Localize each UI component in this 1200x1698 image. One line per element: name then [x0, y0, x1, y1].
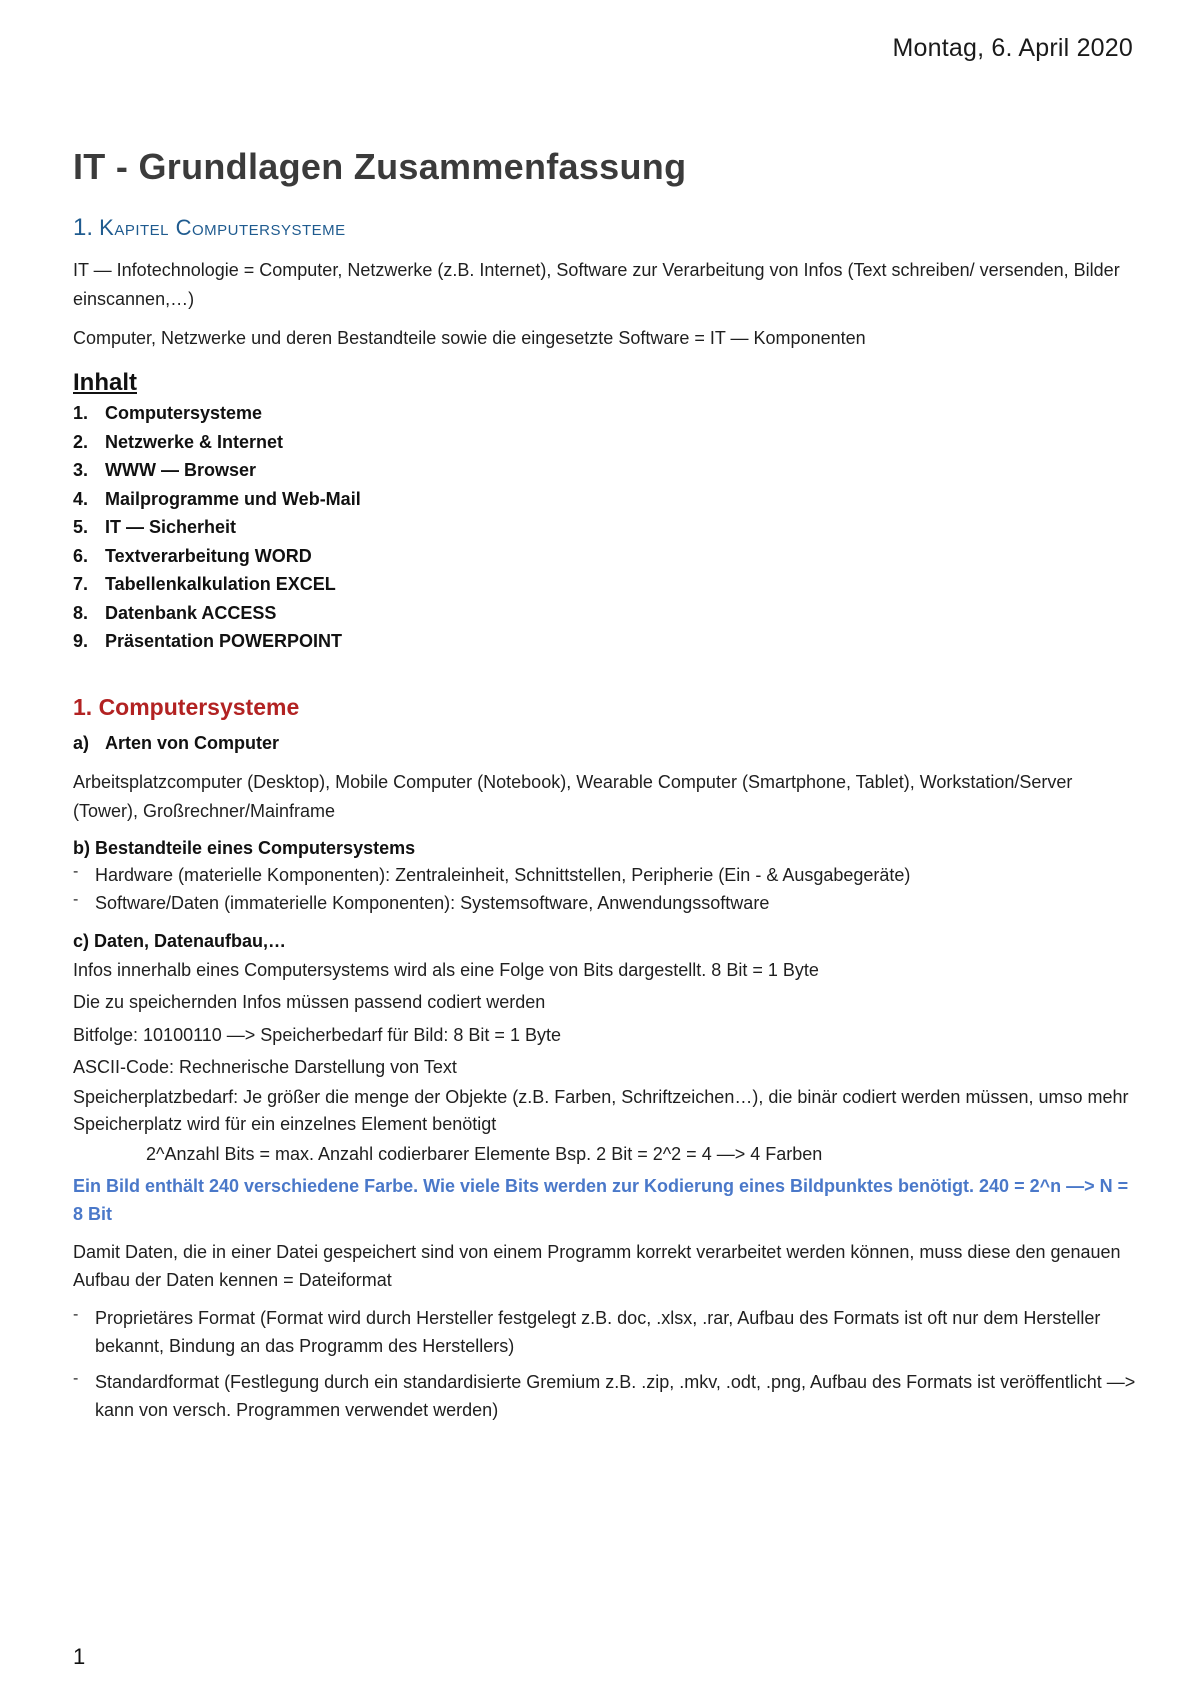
daten-line: Die zu speichernden Infos müssen passend codiert werden: [73, 992, 546, 1012]
table-of-contents: [73, 399, 1138, 656]
intro-paragraph-2: Computer, Netzwerke und deren Bestandteile sowie die eingesetzte Software = IT — Komponenten: [73, 328, 866, 348]
format-list: [73, 1304, 1138, 1424]
list-item: - Software/Daten (immaterielle Komponenten): Systemsoftware, Anwendungssoftware: [73, 890, 770, 913]
daten-line: Infos innerhalb eines Computersystems wird als eine Folge von Bits dargestellt. 8 Bit = 1 Byte: [73, 959, 819, 980]
page-date: Montag, 6. April 2020: [892, 34, 1133, 62]
toc-item: 6. Textverarbeitung WORD: [73, 545, 312, 566]
subheading-bestandteile: b) Bestandteile eines Computersystems: [73, 837, 416, 858]
page-number: 1: [73, 1644, 86, 1669]
speicherplatz-paragraph: Speicherplatzbedarf: Je größer die menge der Objekte (z.B. Farben, Schriftzeichen…), die binär codiert werden müssen, umso mehr Speicherplatz wird für ein einzelnes Element benötigt: [73, 1086, 1129, 1134]
list-item: - Standardformat (Festlegung durch ein standardisierte Gremium z.B. .zip, .mkv, .odt, .png, Aufbau des Formats ist veröffentlicht —> kann von versch. Programmen verwendet werden): [73, 1370, 1136, 1420]
toc-item: 7. Tabellenkalkulation EXCEL: [73, 574, 336, 594]
daten-line: ASCII-Code: Rechnerische Darstellung von Text: [73, 1057, 457, 1077]
toc-item: 9. Präsentation POWERPOINT: [73, 631, 343, 651]
section-heading-computersysteme: 1. Computersysteme: [73, 693, 300, 720]
list-item: - Proprietäres Format (Format wird durch Hersteller festgelegt z.B. doc, .xlsx, .rar, Aufbau des Formats ist oft nur dem Hersteller bekannt, Bindung an das Programm des Herstellers): [73, 1306, 1101, 1356]
toc-item: 5. IT — Sicherheit: [73, 517, 237, 537]
bestandteile-list: [73, 861, 1138, 917]
list-item: - Hardware (materielle Komponenten): Zentraleinheit, Schnittstellen, Peripherie (Ein - & Ausgabegeräte): [73, 862, 911, 885]
toc-item: 4. Mailprogramme und Web-Mail: [73, 488, 361, 509]
arten-paragraph: Arbeitsplatzcomputer (Desktop), Mobile Computer (Notebook), Wearable Computer (Smartphone, Tablet), Workstation/Server (Tower), Großrechner/Mainframe: [73, 771, 1073, 821]
daten-line: Bitfolge: 10100110 —> Speicherbedarf für Bild: 8 Bit = 1 Byte: [73, 1024, 561, 1045]
subheading-arten: a) Arten von Computer: [73, 732, 280, 753]
example-question: Ein Bild enthält 240 verschiedene Farbe. Wie viele Bits werden zur Kodierung eines Bildpunktes benötigt. 240 = 2^n —> N = 8 Bit: [73, 1176, 1129, 1224]
dateiformat-paragraph: Damit Daten, die in einer Datei gespeichert sind von einem Programm korrekt verarbeitet werden können, muss diese den genauen Aufbau der Daten kennen = Dateiformat: [73, 1242, 1121, 1290]
toc-item: 1. Computersysteme: [73, 403, 263, 423]
contents-heading: Inhalt: [73, 369, 137, 396]
toc-item: 3. WWW — Browser: [73, 460, 256, 480]
toc-item: 2. Netzwerke & Internet: [73, 431, 284, 452]
chapter-number: 1.: [73, 214, 94, 241]
formula-line: 2^Anzahl Bits = max. Anzahl codierbarer Elemente Bsp. 2 Bit = 2^2 = 4 —> 4 Farben: [146, 1143, 823, 1164]
chapter-heading: [73, 214, 1138, 242]
chapter-label: Kapitel Computersysteme: [99, 215, 346, 240]
intro-paragraph-1: IT — Infotechnologie = Computer, Netzwerke (z.B. Internet), Software zur Verarbeitung von Infos (Text schreiben/ versenden, Bilder einscannen,…): [73, 260, 1120, 309]
document-body: [73, 146, 1138, 1432]
document-title: IT - Grundlagen Zusammenfassung: [73, 146, 687, 187]
subheading-daten: c) Daten, Datenaufbau,…: [73, 930, 287, 951]
toc-item: 8. Datenbank ACCESS: [73, 602, 277, 623]
